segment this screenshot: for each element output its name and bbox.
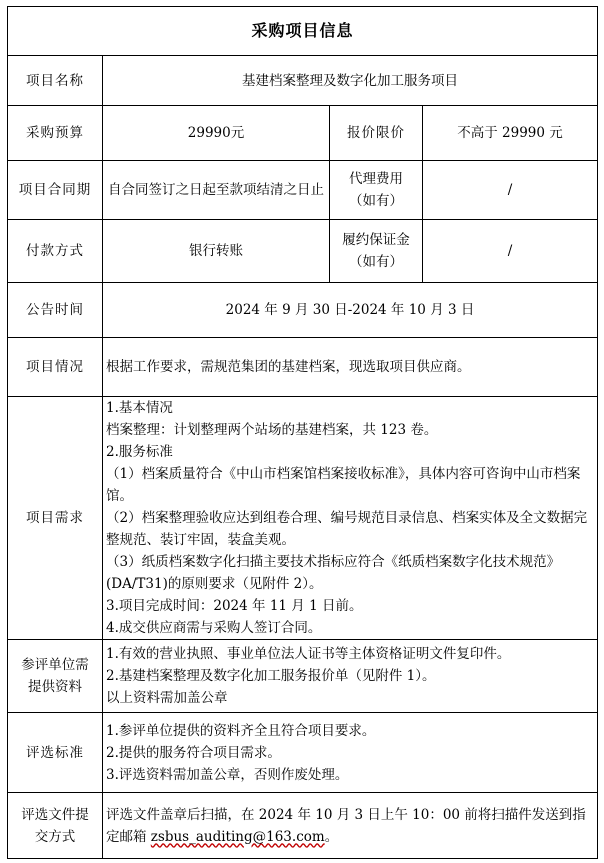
value-payment: 银行转账	[103, 220, 330, 283]
label-bond-line-1: 履约保证金	[342, 232, 410, 248]
title-row	[8, 7, 598, 56]
value-notice-time: 2024 年 9 月 30 日-2024 年 10 月 3 日	[103, 283, 598, 338]
value-criteria	[103, 713, 598, 793]
label-submission	[8, 793, 103, 859]
criteria-line: 3.评选资料需加盖公章，否则作废处理。	[106, 766, 349, 783]
criteria-line: 1.参评单位提供的资料齐全且符合项目要求。	[106, 722, 376, 739]
label-agent-fee	[330, 161, 423, 220]
label-agent-fee-line-2: （如有）	[349, 193, 403, 209]
row-project-situation	[8, 338, 598, 397]
value-bond: /	[423, 220, 598, 283]
requirement-line: 档案整理：计划整理两个站场的基建档案，共 123 卷。	[106, 422, 438, 438]
material-line: 以上资料需加盖公章	[106, 690, 228, 706]
requirement-line: 2.服务标准	[106, 444, 173, 460]
procurement-info-table	[7, 6, 598, 859]
requirement-line: （1）档案质量符合《中山市档案馆档案接收标准》，具体内容可咨询中山市档案馆。	[106, 466, 581, 504]
label-required-materials-line-2: 提供资料	[28, 679, 82, 695]
label-project-requirements: 项目需求	[8, 397, 103, 640]
requirement-line: （2）档案整理验收应达到组卷合理、编号规范目录信息、档案实体及全文数据完整规范、装订牢固，装盒美观。	[106, 510, 588, 548]
row-submission	[8, 793, 598, 859]
submission-text-end: 。	[324, 828, 339, 845]
row-required-materials	[8, 640, 598, 713]
requirement-line: 3.项目完成时间：2024 年 11 月 1 日前。	[106, 598, 363, 614]
label-contract-period: 项目合同期	[8, 161, 103, 220]
label-criteria: 评选标准	[8, 713, 103, 793]
value-agent-fee: /	[423, 161, 598, 220]
row-payment	[8, 220, 598, 283]
label-required-materials-line-1: 参评单位需	[21, 657, 89, 673]
requirement-line: （3）纸质档案数字化扫描主要技术指标应符合《纸质档案数字化技术规范》(DA/T31)的原则要求（见附件 2）。	[106, 554, 561, 592]
label-budget: 采购预算	[8, 106, 103, 161]
value-project-requirements	[103, 397, 598, 640]
value-budget: 29990元	[103, 106, 330, 161]
label-notice-time: 公告时间	[8, 283, 103, 338]
submission-text: 评选文件盖章后扫描，在 2024 年 10 月 3 日上午 10：00 前将扫描件发送到指定邮箱	[106, 806, 586, 845]
label-submission-line-2: 交方式	[34, 828, 76, 845]
row-budget	[8, 106, 598, 161]
label-bond-line-2: （如有）	[349, 254, 403, 270]
table-title: 采购项目信息	[8, 7, 598, 56]
value-price-limit: 不高于 29990 元	[423, 106, 598, 161]
label-submission-line-1: 评选文件提	[21, 806, 89, 823]
requirement-line: 4.成交供应商需与采购人签订合同。	[106, 620, 322, 636]
value-submission	[103, 793, 598, 859]
row-notice-time	[8, 283, 598, 338]
label-required-materials	[8, 640, 103, 713]
label-agent-fee-line-1: 代理费用	[349, 171, 403, 187]
material-line: 2.基建档案整理及数字化加工服务报价单（见附件 1）。	[106, 668, 436, 684]
value-contract-period: 自合同签订之日起至款项结清之日止	[103, 161, 330, 220]
row-criteria	[8, 713, 598, 793]
label-project-situation: 项目情况	[8, 338, 103, 397]
requirement-line: 1.基本情况	[106, 400, 173, 416]
label-payment: 付款方式	[8, 220, 103, 283]
row-contract-period	[8, 161, 598, 220]
value-required-materials	[103, 640, 598, 713]
criteria-line: 2.提供的服务符合项目需求。	[106, 744, 281, 761]
material-line: 1.有效的营业执照、事业单位法人证书等主体资格证明文件复印件。	[106, 646, 511, 662]
label-project-name: 项目名称	[8, 56, 103, 106]
label-bond	[330, 220, 423, 283]
row-project-requirements	[8, 397, 598, 640]
value-project-name: 基建档案整理及数字化加工服务项目	[103, 56, 598, 106]
submission-email: zsbus_auditing@163.com	[150, 828, 325, 845]
value-project-situation: 根据工作要求，需规范集团的基建档案，现选取项目供应商。	[103, 338, 598, 397]
label-price-limit: 报价限价	[330, 106, 423, 161]
row-project-name	[8, 56, 598, 106]
